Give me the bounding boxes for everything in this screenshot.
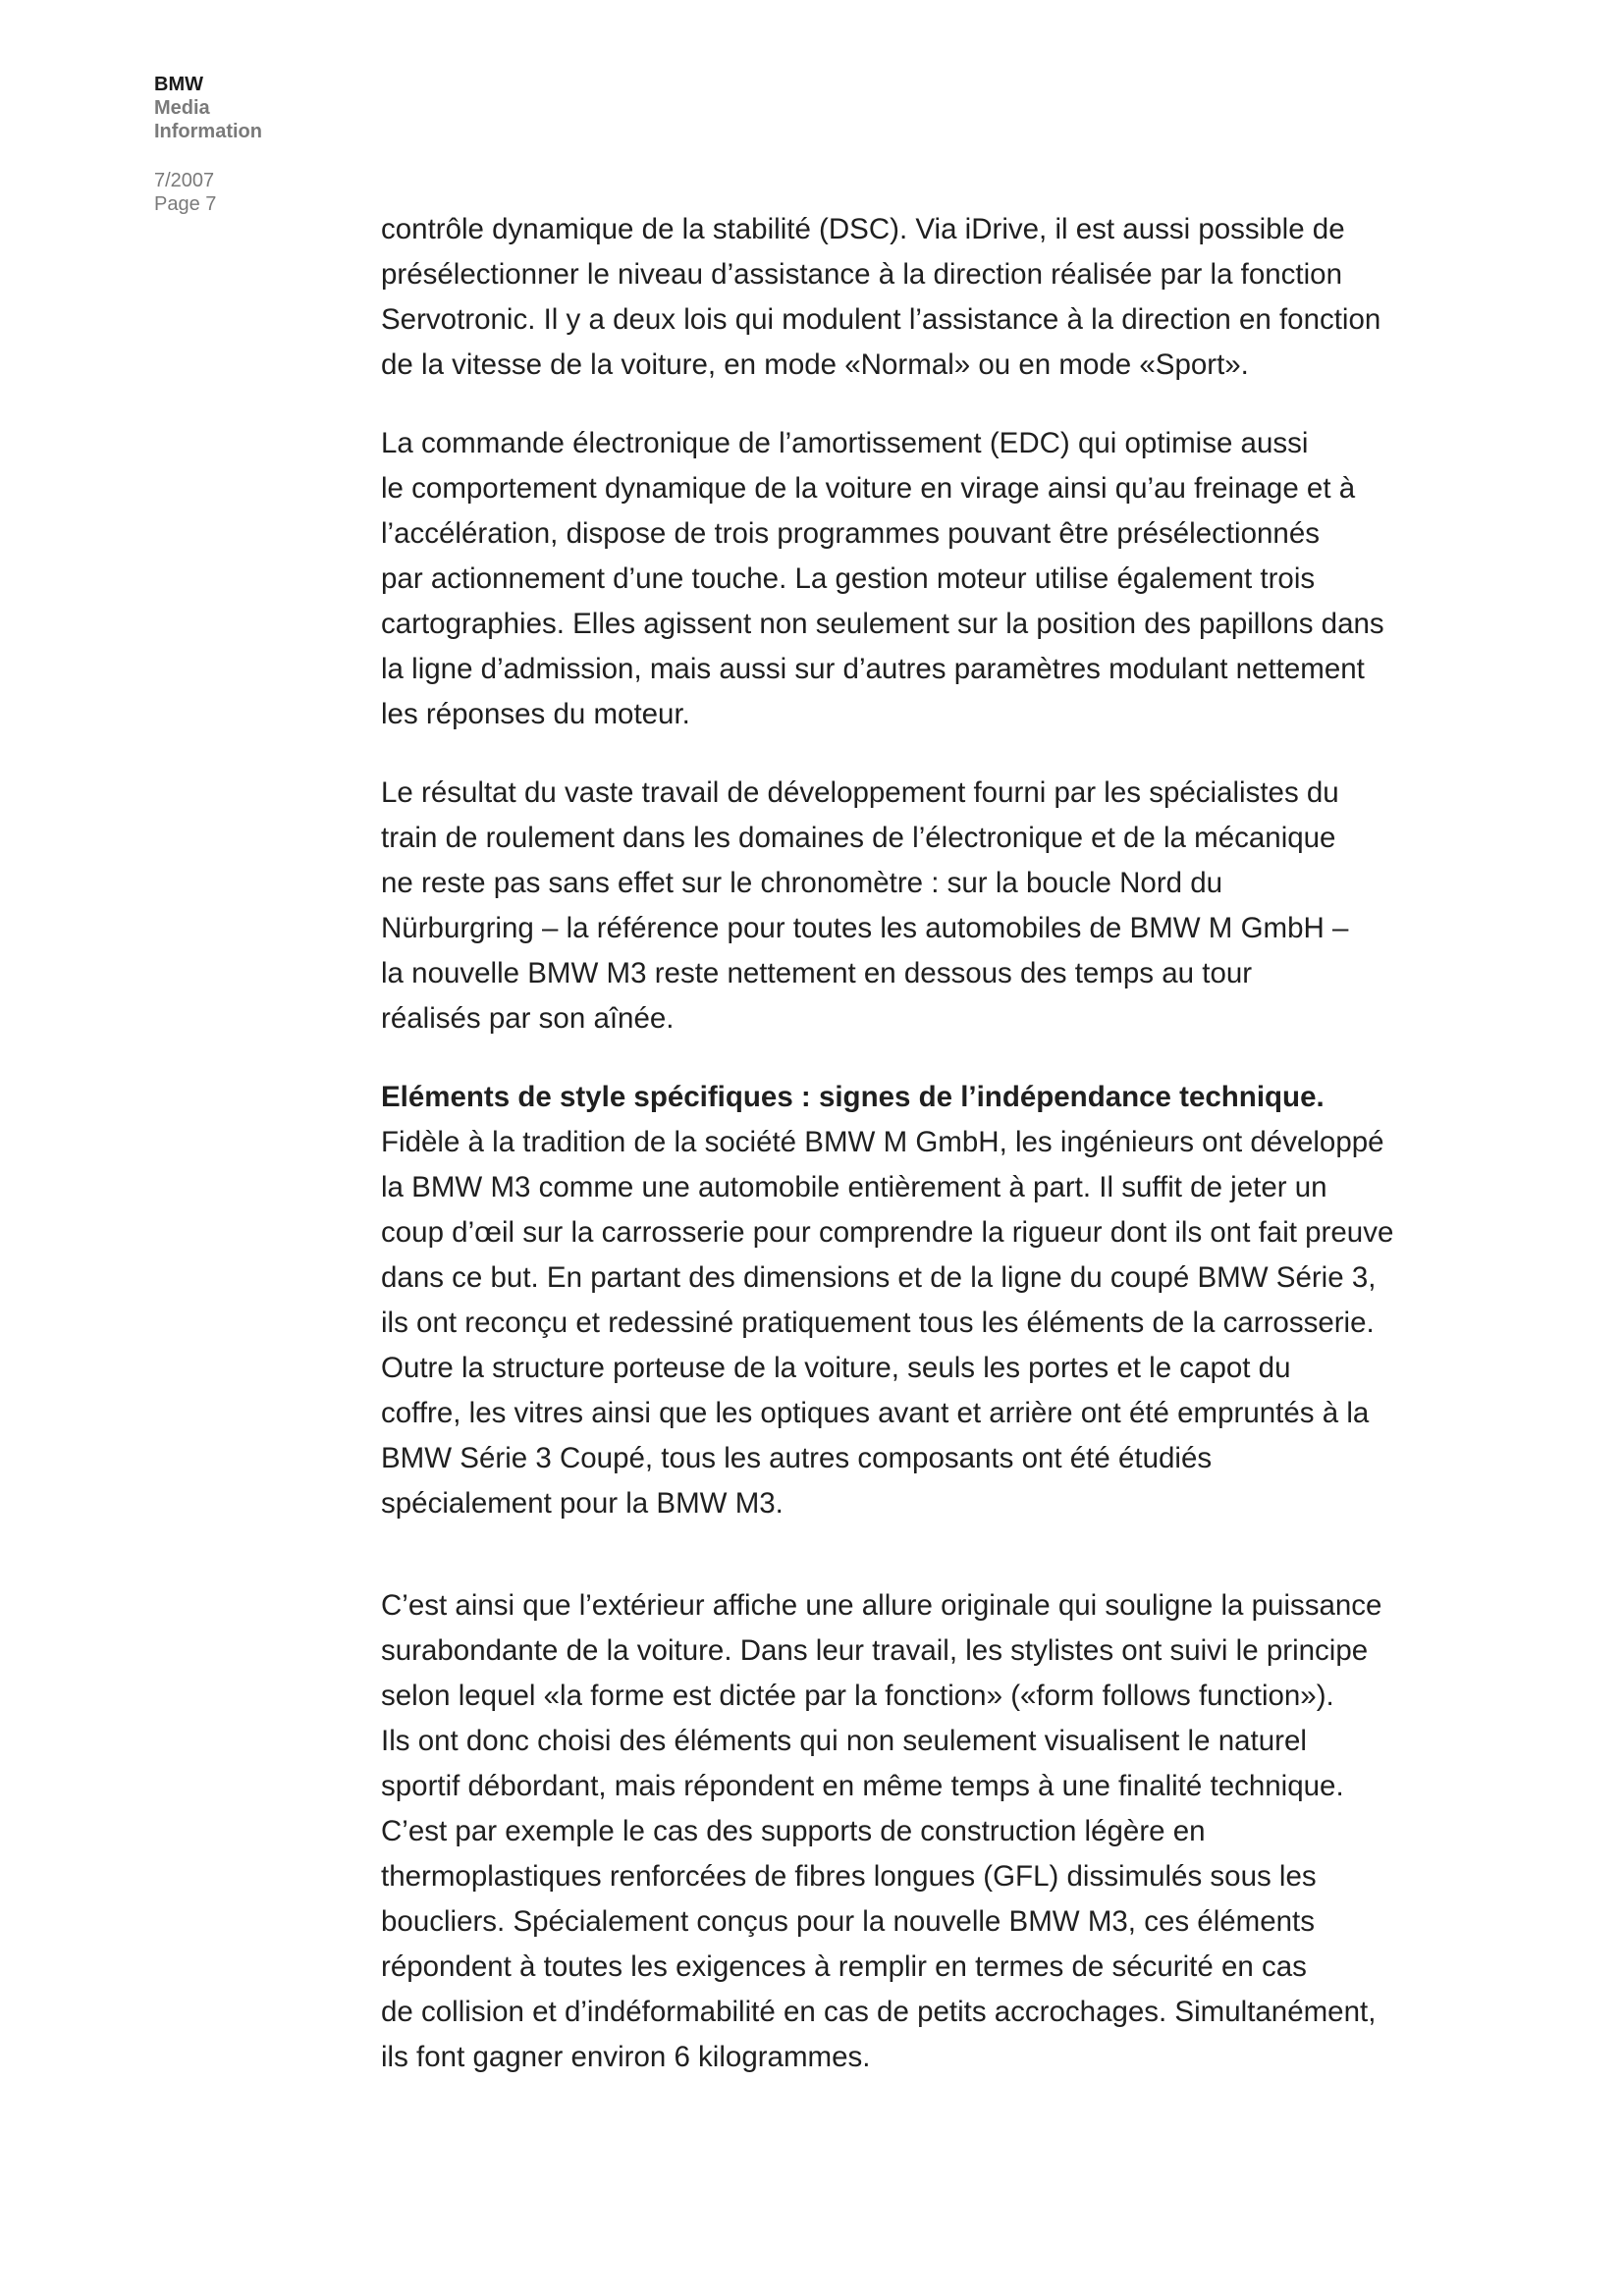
text-line: La commande électronique de l’amortissement (EDC) qui optimise aussi	[381, 427, 1309, 459]
text-line: Ils ont donc choisi des éléments qui non seulement visualisent le naturel	[381, 1725, 1307, 1757]
document-meta	[154, 169, 216, 216]
text-line: ils font gagner environ 6 kilogrammes.	[381, 2041, 871, 2073]
text-line: de collision et d’indéformabilité en cas de petits accrochages. Simultanément,	[381, 1996, 1377, 2028]
text-line: BMW Série 3 Coupé, tous les autres composants ont été étudiés	[381, 1442, 1213, 1474]
text-line: les réponses du moteur.	[381, 698, 690, 730]
page-number: Page 7	[154, 193, 217, 215]
text-line: Nürburgring – la référence pour toutes les automobiles de BMW M GmbH –	[381, 912, 1349, 944]
text-line: dans ce but. En partant des dimensions et de la ligne du coupé BMW Série 3,	[381, 1261, 1377, 1294]
text-line: coup d’œil sur la carrosserie pour comprendre la rigueur dont ils ont fait preuve	[381, 1216, 1394, 1249]
document-body	[381, 207, 1422, 2080]
text-line: selon lequel «la forme est dictée par la fonction» («form follows function»).	[381, 1680, 1334, 1712]
text-line: contrôle dynamique de la stabilité (DSC). Via iDrive, il est aussi possible de	[381, 213, 1345, 245]
section-heading: Eléments de style spécifiques : signes de l’indépendance technique.	[381, 1081, 1325, 1113]
text-line: coffre, les vitres ainsi que les optiques avant et arrière ont été empruntés à la	[381, 1397, 1370, 1429]
paragraph-spacer	[381, 1526, 1422, 1583]
text-line: réalisés par son aînée.	[381, 1002, 675, 1035]
text-line: thermoplastiques renforcées de fibres longues (GFL) dissimulés sous les	[381, 1860, 1317, 1893]
text-line: par actionnement d’une touche. La gestion moteur utilise également trois	[381, 562, 1316, 595]
section-paragraph	[381, 1075, 1422, 1526]
text-line: de la vitesse de la voiture, en mode «Normal» ou en mode «Sport».	[381, 348, 1249, 381]
paragraph	[381, 421, 1422, 737]
text-line: spécialement pour la BMW M3.	[381, 1487, 784, 1520]
text-line: répondent à toutes les exigences à remplir en termes de sécurité en cas	[381, 1950, 1307, 1983]
brand-media: Media	[154, 97, 210, 119]
text-line: l’accélération, dispose de trois programmes pouvant être présélectionnés	[381, 517, 1320, 550]
text-line: la ligne d’admission, mais aussi sur d’autres paramètres modulant nettement	[381, 653, 1365, 685]
text-line: le comportement dynamique de la voiture en virage ainsi qu’au freinage et à	[381, 472, 1356, 505]
text-line: surabondante de la voiture. Dans leur travail, les stylistes ont suivi le principe	[381, 1634, 1369, 1667]
document-header	[154, 73, 351, 143]
paragraph-spacer	[381, 737, 1422, 771]
text-line: Servotronic. Il y a deux lois qui modulent l’assistance à la direction en fonction	[381, 303, 1381, 336]
text-line: C’est par exemple le cas des supports de construction légère en	[381, 1815, 1206, 1847]
text-line: ils ont reconçu et redessiné pratiquement tous les éléments de la carrosserie.	[381, 1307, 1375, 1339]
text-line: train de roulement dans les domaines de l’électronique et de la mécanique	[381, 822, 1336, 854]
paragraph-spacer	[381, 388, 1422, 421]
text-line: sportif débordant, mais répondent en même temps à une finalité technique.	[381, 1770, 1344, 1802]
brand-name: BMW	[154, 74, 203, 95]
text-line: ne reste pas sans effet sur le chronomètre : sur la boucle Nord du	[381, 867, 1223, 899]
text-line: cartographies. Elles agissent non seulement sur la position des papillons dans	[381, 608, 1384, 640]
paragraph-spacer	[381, 1041, 1422, 1075]
text-line: Fidèle à la tradition de la société BMW M GmbH, les ingénieurs ont développé	[381, 1126, 1384, 1158]
paragraph	[381, 1583, 1422, 2080]
document-date: 7/2007	[154, 170, 215, 191]
brand-information: Information	[154, 121, 262, 142]
text-line: la nouvelle BMW M3 reste nettement en dessous des temps au tour	[381, 957, 1253, 989]
paragraph	[381, 207, 1422, 388]
paragraph	[381, 771, 1422, 1041]
text-line: C’est ainsi que l’extérieur affiche une allure originale qui souligne la puissance	[381, 1589, 1382, 1622]
text-line: boucliers. Spécialement conçus pour la nouvelle BMW M3, ces éléments	[381, 1905, 1316, 1938]
text-line: Outre la structure porteuse de la voiture, seuls les portes et le capot du	[381, 1352, 1291, 1384]
text-line: la BMW M3 comme une automobile entièrement à part. Il suffit de jeter un	[381, 1171, 1327, 1203]
text-line: présélectionner le niveau d’assistance à la direction réalisée par la fonction	[381, 258, 1342, 291]
text-line: Le résultat du vaste travail de développement fourni par les spécialistes du	[381, 776, 1339, 809]
